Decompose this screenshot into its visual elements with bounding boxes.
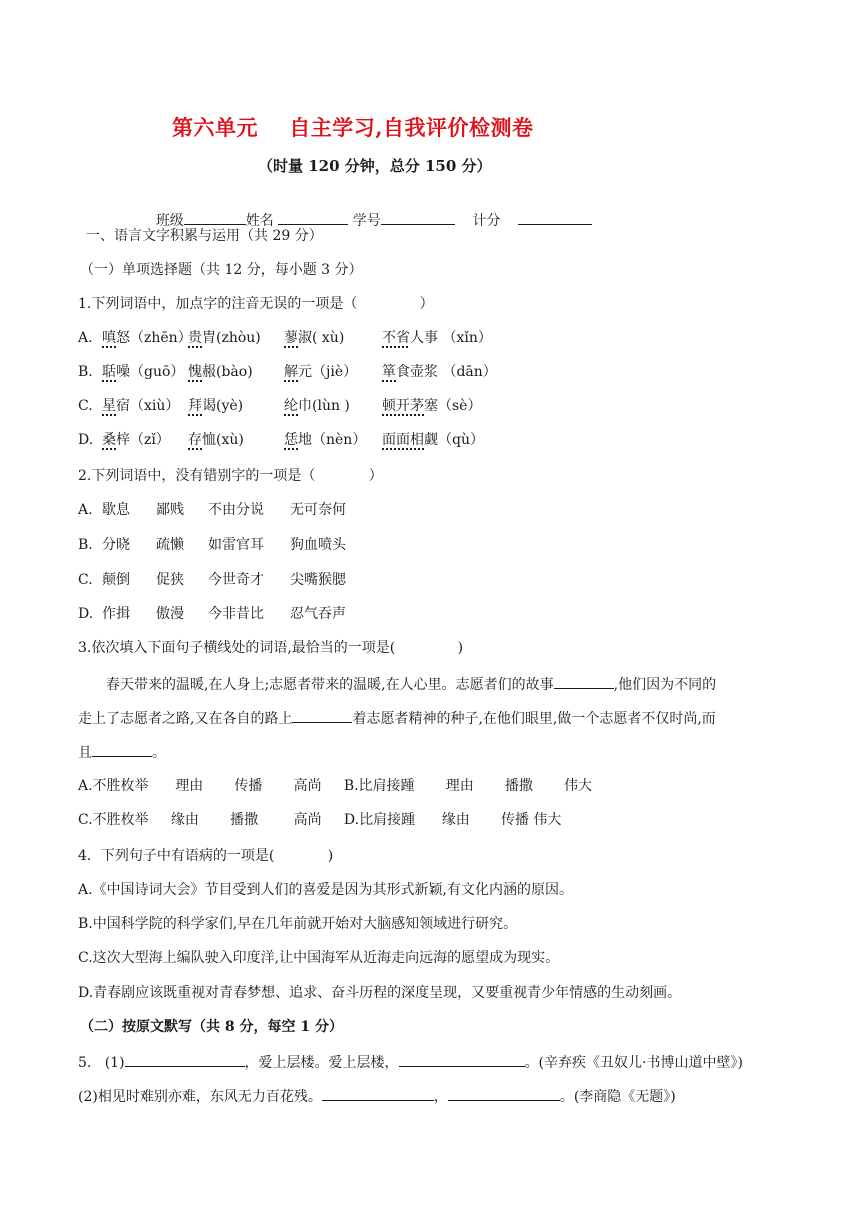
term-rest: 地（nèn） — [298, 432, 367, 448]
option-term — [284, 430, 366, 450]
question-2-option-letter: B. — [78, 537, 93, 553]
dotted-character: 蓼 — [284, 330, 298, 346]
question-2-option-letter: A. — [78, 502, 93, 518]
question-4-stem: 4．下列句子中有语病的一项是( ) — [78, 848, 334, 864]
passage-text: 着志愿者精神的种子,在他们眼里,做一个志愿者不仅时尚,而 — [352, 711, 716, 727]
option-letter: B. — [78, 364, 93, 380]
number-label: 学号 — [352, 213, 381, 229]
option-term — [188, 396, 243, 416]
part1-heading: （一）单项选择题（共 12 分，每小题 3 分） — [80, 262, 363, 278]
option-term — [382, 362, 497, 382]
option-term — [382, 430, 484, 450]
passage-text: ,他们因为不同的 — [613, 677, 717, 693]
option-letter: D. — [78, 432, 94, 448]
q5-blank-4[interactable] — [448, 1086, 560, 1101]
dotted-character: 桑 — [102, 432, 116, 448]
page-subtitle: （时量 120 分钟，总分 150 分） — [258, 157, 492, 175]
option-term — [382, 396, 481, 416]
passage-text: 走上了志愿者之路,又在各自的路上 — [78, 711, 293, 727]
term-rest: 巾(lùn ) — [298, 398, 350, 414]
question-2-option-term: 忍气吞声 — [290, 606, 346, 622]
dotted-character: 贵 — [188, 330, 202, 346]
passage-text: 春天带来的温暖,在人身上;志愿者带来的温暖,在人心里。志愿者们的故事 — [106, 677, 554, 693]
question-2-option-term: 颠倒 — [102, 572, 130, 588]
option-term — [284, 362, 357, 382]
q5-blank-1[interactable] — [125, 1052, 245, 1067]
q5-mid: ，爱上层楼。爱上层楼， — [244, 1055, 399, 1071]
dotted-character: 聒 — [102, 364, 116, 380]
q5-suffix-2: 。(李商隐《无题》) — [559, 1089, 676, 1105]
option-term — [188, 362, 253, 382]
term-rest: 谒(yè) — [202, 398, 244, 414]
term-rest: 食壶浆 （dān） — [396, 364, 497, 380]
question-5-line2 — [78, 1086, 676, 1107]
question-2-option-term: 分晓 — [102, 537, 130, 553]
term-rest: 噪（guō） — [116, 364, 185, 380]
question-2-option-term: 狗血喷头 — [290, 537, 346, 553]
question-4-option-c: C.这次大型海上编队驶入印度洋,让中国海军从近海走向远海的愿望成为现实。 — [78, 950, 560, 966]
passage-blank-3[interactable] — [92, 742, 152, 757]
term-rest: 元（jiè） — [298, 364, 358, 380]
question-2-stem: 2.下列词语中，没有错别字的一项是（ ） — [78, 468, 383, 484]
question-3-passage-line3 — [78, 742, 166, 763]
question-1-option — [78, 430, 93, 450]
section-heading: 一、语言文字积累与运用（共 29 分） — [86, 228, 323, 244]
option-term — [188, 430, 244, 450]
q5-blank-3[interactable] — [322, 1086, 434, 1101]
name-blank[interactable] — [278, 210, 348, 225]
number-blank[interactable] — [381, 210, 455, 225]
question-2-option-term: 不由分说 — [208, 502, 264, 518]
part2-heading: （二）按原文默写（共 8 分，每空 1 分） — [80, 1019, 343, 1035]
passage-text: 且 — [78, 745, 92, 761]
dotted-character: 嗔 — [102, 330, 116, 346]
question-2-option-term: 如雷官耳 — [208, 537, 264, 553]
option-term — [102, 430, 170, 450]
question-2-option-term: 疏懒 — [156, 537, 184, 553]
score-label: 计分 — [472, 213, 501, 229]
score-blank[interactable] — [518, 210, 592, 225]
option-term — [102, 396, 179, 416]
option-term — [102, 328, 192, 348]
question-2-option-term: 今非昔比 — [208, 606, 264, 622]
term-rest: 怒（zhēn） — [116, 330, 192, 346]
dotted-character: 纶 — [284, 398, 298, 414]
term-rest: 宿（xiù） — [116, 398, 180, 414]
question-2-option-term: 无可奈何 — [290, 502, 346, 518]
dotted-character: 箪 — [382, 364, 396, 380]
dotted-character: 面面相 — [382, 432, 424, 448]
dotted-character: 愧 — [188, 364, 202, 380]
dotted-character: 恁 — [284, 432, 298, 448]
dotted-character: 拜 — [188, 398, 202, 414]
class-label: 班级 — [155, 213, 184, 229]
term-rest: 梓（zǐ） — [116, 432, 170, 448]
term-rest: 淑( xù) — [298, 330, 345, 346]
question-3-option-ab: A.不胜枚举 理由 传播 高尚 B.比肩接踵 理由 播撒 伟大 — [78, 778, 593, 794]
passage-blank-2[interactable] — [292, 708, 352, 723]
dotted-character: 不省 — [382, 330, 410, 346]
name-label: 姓名 — [245, 213, 274, 229]
question-3-stem: 3.依次填入下面句子横线处的词语,最恰当的一项是( ) — [78, 640, 464, 656]
term-rest: 胄(zhòu) — [202, 330, 261, 346]
q5-prefix-2: (2)相见时难别亦难，东风无力百花残。 — [78, 1089, 322, 1105]
dotted-character: 存 — [188, 432, 202, 448]
option-letter: A. — [78, 330, 93, 346]
question-3-passage-line2 — [78, 708, 716, 729]
term-rest: 觑（qù） — [424, 432, 484, 448]
option-term — [284, 396, 350, 416]
passage-blank-1[interactable] — [554, 674, 614, 689]
q5-mid-2: ， — [433, 1089, 448, 1105]
question-4-option-a: A.《中国诗词大会》节目受到人们的喜爱是因为其形式新颖,有文化内涵的原因。 — [78, 882, 574, 898]
question-1-option — [78, 362, 93, 382]
class-blank[interactable] — [184, 210, 246, 225]
question-5-line1 — [78, 1052, 743, 1073]
dotted-character: 顿开茅 — [382, 398, 424, 414]
q5-prefix: 5. (1) — [78, 1055, 125, 1071]
question-2-option-term: 促狭 — [156, 572, 184, 588]
question-2-option-term: 鄙贱 — [156, 502, 184, 518]
question-3-passage-line1 — [106, 674, 716, 695]
term-rest: 赧(bào) — [202, 364, 253, 380]
option-term — [188, 328, 261, 348]
question-2-option-term: 作揖 — [102, 606, 130, 622]
question-2-option-term: 尖嘴猴腮 — [290, 572, 346, 588]
option-term — [382, 328, 492, 348]
page-title: 第六单元 自主学习,自我评价检测卷 — [172, 115, 534, 140]
question-2-option-term: 今世奇才 — [208, 572, 264, 588]
passage-text: 。 — [152, 745, 166, 761]
option-term — [102, 362, 184, 382]
q5-suffix: 。(辛弃疾《丑奴儿·书博山道中壁》) — [524, 1055, 743, 1071]
question-1-option — [78, 396, 93, 416]
question-3-option-cd: C.不胜枚举 缘由 播撒 高尚 D.比肩接踵 缘由 传播 伟大 — [78, 812, 562, 828]
question-4-option-d: D.青春剧应该既重视对青春梦想、追求、奋斗历程的深度呈现，又要重视青少年情感的生动刻画。 — [78, 985, 682, 1001]
question-2-option-term: 傲漫 — [156, 606, 184, 622]
dotted-character: 星 — [102, 398, 116, 414]
question-2-option-letter: D. — [78, 606, 94, 622]
question-2-option-letter: C. — [78, 572, 93, 588]
question-1-option — [78, 328, 93, 348]
term-rest: 恤(xù) — [202, 432, 244, 448]
term-rest: 塞（sè） — [424, 398, 482, 414]
option-letter: C. — [78, 398, 93, 414]
question-1-stem: 1.下列词语中，加点字的注音无误的一项是（ ） — [78, 296, 434, 312]
option-term — [284, 328, 344, 348]
q5-blank-2[interactable] — [399, 1052, 525, 1067]
question-4-option-b: B.中国科学院的科学家们,早在几年前就开始对大脑感知领域进行研究。 — [78, 916, 518, 932]
question-2-option-term: 歇息 — [102, 502, 130, 518]
term-rest: 人事 （xǐn） — [410, 330, 492, 346]
dotted-character: 解 — [284, 364, 298, 380]
